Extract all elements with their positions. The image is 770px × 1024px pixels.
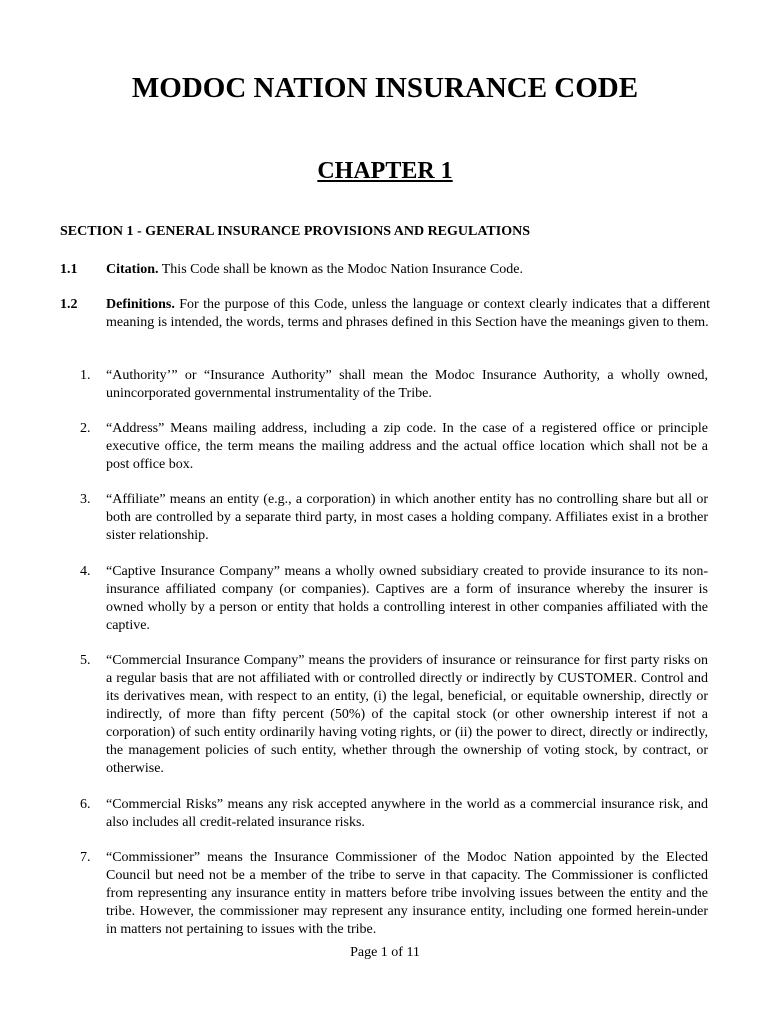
definition-text: “Authority’” or “Insurance Authority” shall mean the Modoc Insurance Authority, a wholly owned, unincorporated governmental instrumentality of the Tribe. xyxy=(106,368,708,401)
definition-item-5 xyxy=(80,652,708,778)
definition-number: 4. xyxy=(80,564,91,579)
section-body xyxy=(106,261,710,279)
definition-text: “Address” Means mailing address, including a zip code. In the case of a registered office or principle executive office, the term means the mailing address and the actual office location which shall not be a post office box. xyxy=(106,421,708,472)
definition-text: “Commissioner” means the Insurance Commissioner of the Modoc Nation appointed by the Elected Council but need not be a member of the tribe to serve in that capacity. The Commissioner is conflicted from representing any insurance entity in matters before tribe involving issues between the entity and the tribe. However, the commissioner may represent any insurance entity, including one formed herein-under in matters not pertaining to issues with the tribe. xyxy=(106,850,708,937)
definition-text: “Captive Insurance Company” means a wholly owned subsidiary created to provide insurance to its non-insurance affiliated company (or companies). Captives are a form of insurance whereby the insurer is owned wholly by a person or entity that holds a controlling interest in other companies affiliated with the captive. xyxy=(106,564,708,633)
definition-item-4 xyxy=(80,563,708,635)
definition-item-7 xyxy=(80,849,708,939)
definition-number: 6. xyxy=(80,797,91,812)
chapter-heading: CHAPTER 1 xyxy=(317,158,453,184)
definition-number: 7. xyxy=(80,850,91,865)
section-1-2 xyxy=(60,296,710,332)
definition-item-1 xyxy=(80,367,708,403)
section-number: 1.2 xyxy=(60,297,78,312)
section-lead: Definitions. xyxy=(106,297,175,312)
section-text: This Code shall be known as the Modoc Nation Insurance Code. xyxy=(158,262,523,277)
section-number: 1.1 xyxy=(60,262,78,277)
definition-item-3 xyxy=(80,491,708,545)
section-1-1 xyxy=(60,261,710,279)
definition-text: “Commercial Risks” means any risk accepted anywhere in the world as a commercial insurance risk, and also includes all credit-related insurance risks. xyxy=(106,797,708,830)
page-number-footer: Page 1 of 11 xyxy=(350,945,420,960)
section-body xyxy=(106,296,710,332)
document-title: MODOC NATION INSURANCE CODE xyxy=(131,72,639,104)
section-text: For the purpose of this Code, unless the language or context clearly indicates that a different meaning is intended, the words, terms and phrases defined in this Section have the meanings given to them. xyxy=(106,297,710,330)
definition-item-2 xyxy=(80,420,708,474)
definition-text: “Affiliate” means an entity (e.g., a corporation) in which another entity has no controlling share but all or both are controlled by a separate third party, in most cases a holding company. Affiliates exist in a brother sister relationship. xyxy=(106,492,708,543)
definition-number: 1. xyxy=(80,368,91,383)
definition-number: 3. xyxy=(80,492,91,507)
section-lead: Citation. xyxy=(106,262,159,277)
definition-number: 2. xyxy=(80,421,91,436)
section-heading: SECTION 1 - GENERAL INSURANCE PROVISIONS AND REGULATIONS xyxy=(60,224,530,239)
definition-text: “Commercial Insurance Company” means the providers of insurance or reinsurance for first party risks on a regular basis that are not affiliated with or controlled directly or indirectly by CUSTOMER. Control and its derivatives mean, with respect to an entity, (i) the legal, beneficial, or equitable ownership, directly or indirectly, of more than fifty percent (50%) of the capital stock (or other ownership interest if not a corporation) of such entity ordinarily having voting rights, or (ii) the power to direct, directly or indirectly, the management policies of such entity, whether through the ownership of voting stock, by contract, or otherwise. xyxy=(106,653,708,776)
definition-item-6 xyxy=(80,796,708,832)
definition-number: 5. xyxy=(80,653,91,668)
